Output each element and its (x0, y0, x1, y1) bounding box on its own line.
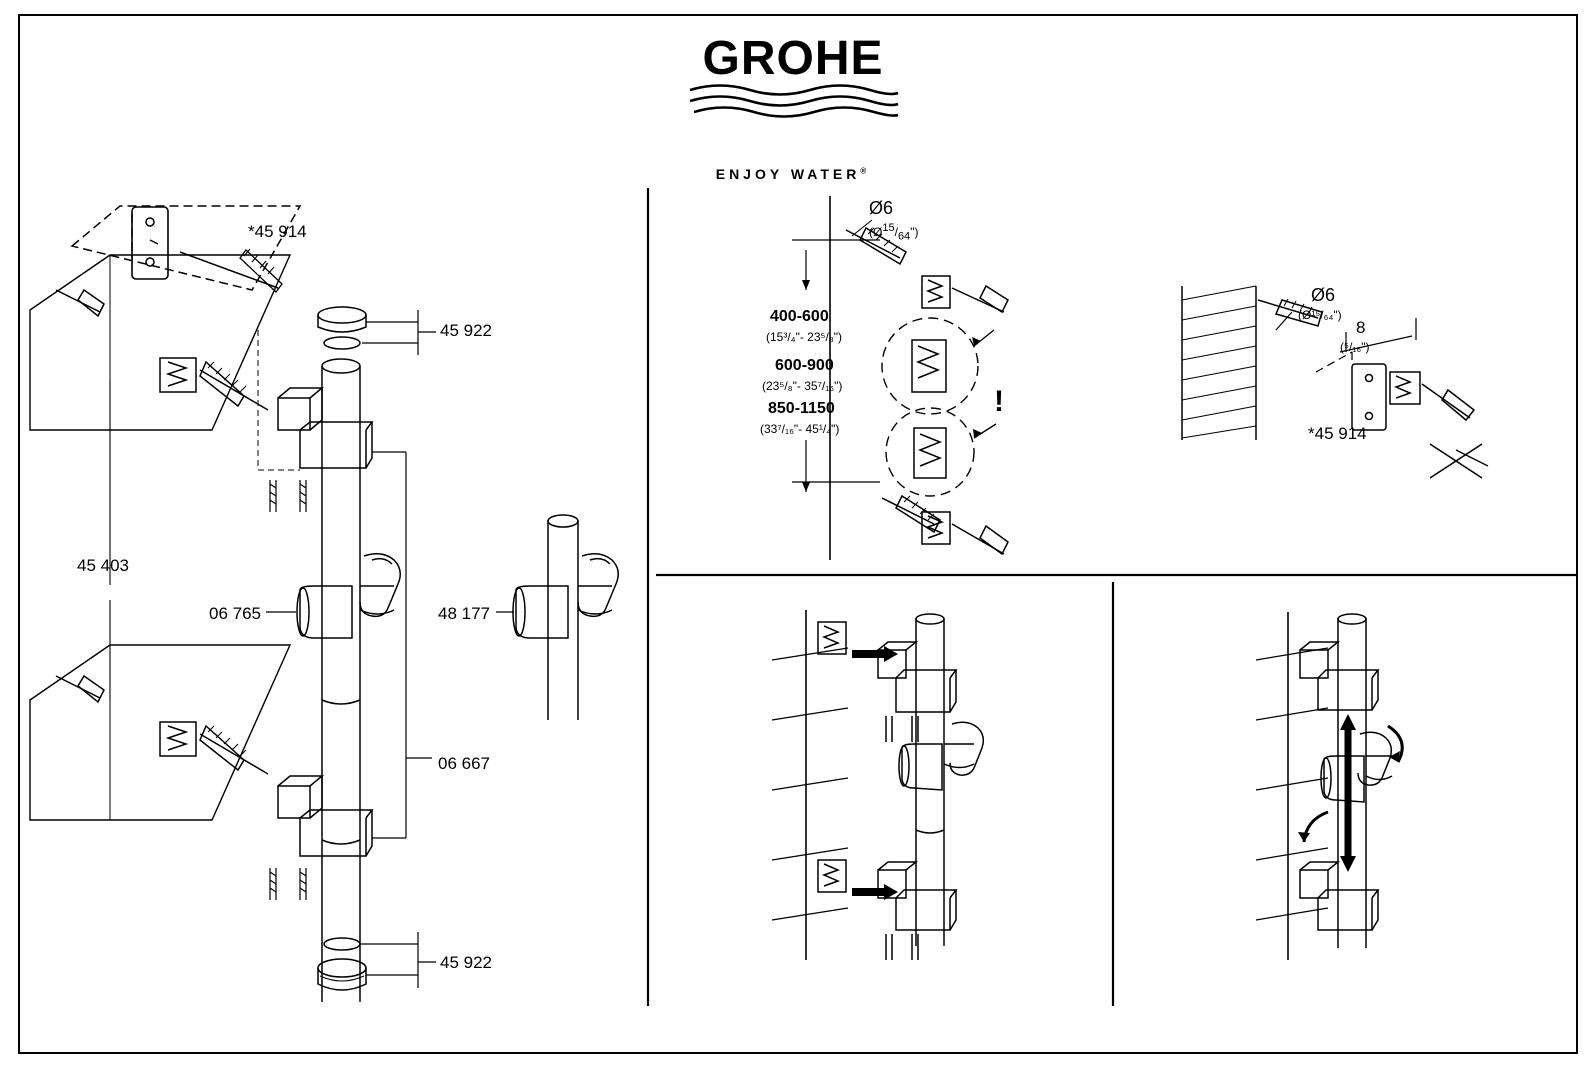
registered-mark: ® (860, 166, 871, 176)
brand-name: GROHE (702, 32, 884, 85)
label-tile-hole-diameter-inch: (Ø¹⁵/₆₄") (1298, 308, 1342, 322)
label-hole-diameter: Ø6 (869, 198, 894, 218)
brand-tagline-wrap (678, 144, 908, 182)
label-tile-wall-plate: *45 914 (1308, 424, 1367, 443)
label-range-2-inch: (23⁵/₈"- 35⁷/₁₆") (762, 379, 843, 393)
label-seal-top: 45 922 (440, 321, 492, 340)
label-outlet: 06 765 (209, 604, 261, 623)
label-hole-diameter-inch: $(Ø^{15}/_{64}")$ (869, 222, 919, 243)
label-range-1-inch: (15³/₄"- 23⁵/₈") (766, 330, 843, 344)
label-range-3-metric: 850-1150 (768, 400, 835, 417)
label-range-1-metric: 400-600 (770, 308, 829, 325)
label-wall-plate: *45 914 (248, 222, 307, 241)
label-tile-hole-diameter: Ø6 (1311, 285, 1336, 305)
label-rail: 45 403 (77, 556, 129, 575)
label-range-3-inch: (33⁷/₁₆"- 45¹/₄") (760, 422, 840, 436)
label-holder-detail: 48 177 (438, 604, 490, 623)
label-bracket: 06 667 (438, 754, 490, 773)
brand-tagline: ENJOY WATER® (715, 166, 871, 182)
warning-icon: ! (994, 385, 1004, 418)
label-depth-metric: 8 (1356, 318, 1366, 337)
label-seal-bottom: 45 922 (440, 953, 492, 972)
label-range-2-metric: 600-900 (775, 357, 834, 374)
grohe-logo (678, 34, 908, 84)
label-depth-inch: (⁵/₁₆") (1340, 340, 1370, 354)
